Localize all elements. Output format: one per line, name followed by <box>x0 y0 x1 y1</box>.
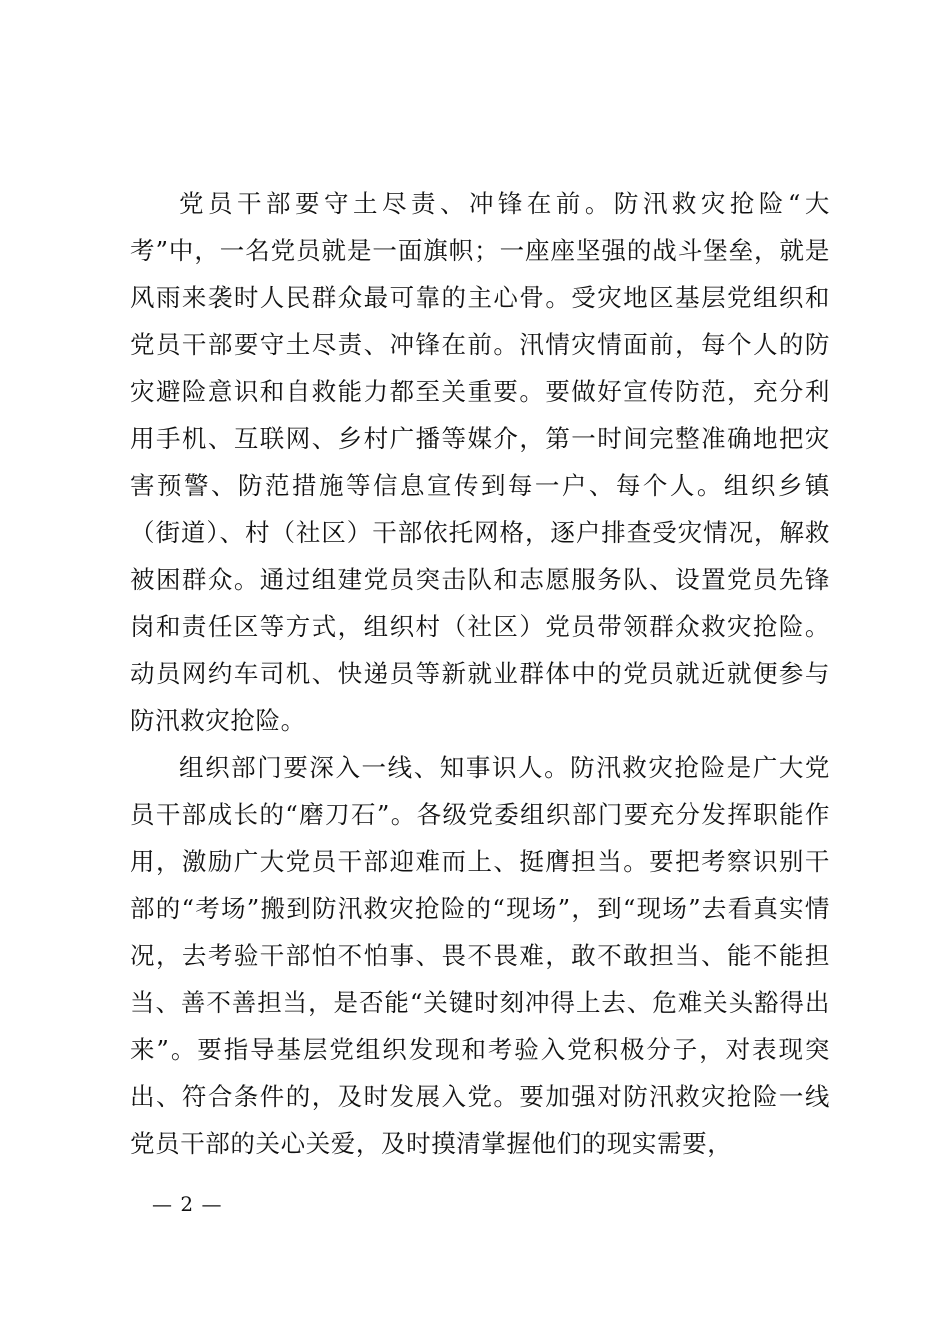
document-body <box>130 180 830 1167</box>
paragraph-2: 组织部门要深入一线、知事识人。防汛救灾抢险是广大党员干部成长的“磨刀石”。各级党委组织部门要充分发挥职能作用，激励广大党员干部迎难而上、挺膺担当。要把考察识别干部的“考场”搬到防汛救灾抢险的“现场”，到“现场”去看真实情况，去考验干部怕不怕事、畏不畏难，敢不敢担当、能不能担当、善不善担当，是否能“关键时刻冲得上去、危难关头豁得出来”。要指导基层党组织发现和考验入党积极分子，对表现突出、符合条件的，及时发展入党。要加强对防汛救灾抢险一线党员干部的关心关爱，及时摸清掌握他们的现实需要， <box>130 753 830 1158</box>
paragraph-1: 党员干部要守土尽责、冲锋在前。防汛救灾抢险“大考”中，一名党员就是一面旗帜；一座座坚强的战斗堡垒，就是风雨来袭时人民群众最可靠的主心骨。受灾地区基层党组织和党员干部要守土尽责、冲锋在前。汛情灾情面前，每个人的防灾避险意识和自救能力都至关重要。要做好宣传防范，充分利用手机、互联网、乡村广播等媒介，第一时间完整准确地把灾害预警、防范措施等信息宣传到每一户、每个人。组织乡镇（街道）、村（社区）干部依托网格，逐户排查受灾情况，解救被困群众。通过组建党员突击队和志愿服务队、设置党员先锋岗和责任区等方式，组织村（社区）党员带领群众救灾抢险。动员网约车司机、快递员等新就业群体中的党员就近就便参与防汛救灾抢险。 <box>130 189 830 735</box>
page-number: — 2 — <box>152 1192 223 1216</box>
